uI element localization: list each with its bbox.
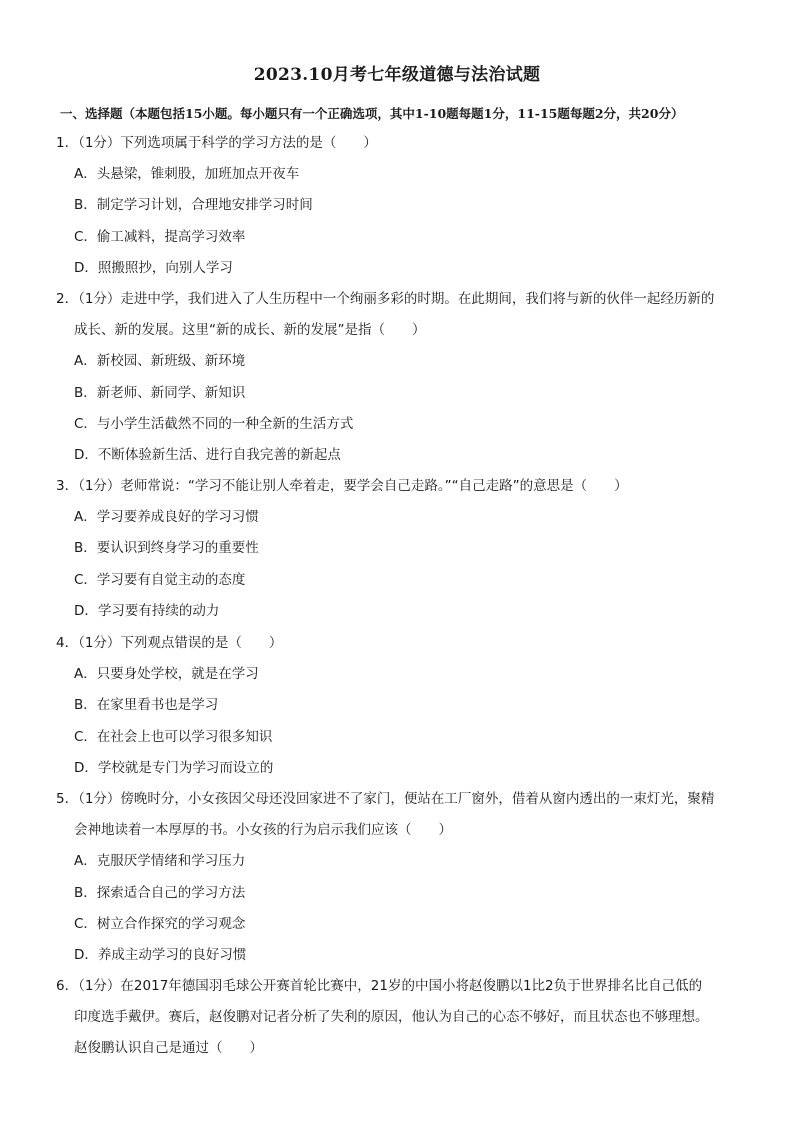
option-c: C．与小学生活截然不同的一种全新的生活方式: [74, 415, 354, 432]
question-stem: 1．（1分）下列选项属于科学的学习方法的是（ ）: [56, 135, 377, 151]
question-5: [56, 784, 746, 971]
option-b: B．要认识到终身学习的重要性: [74, 540, 259, 557]
option-a: A．学习要养成良好的学习习惯: [74, 509, 259, 526]
section-heading: 一、选择题（本题包括15小题。每小题只有一个正确选项，其中1-10题每题1分，11-15题每题2分，共20分）: [60, 106, 684, 121]
option-d: D．照搬照抄，向别人学习: [74, 259, 233, 276]
question-stem-continued: 成长、新的发展。这里“新的成长、新的发展”是指（ ）: [74, 322, 426, 339]
option-a: A．头悬梁，锥刺股，加班加点开夜车: [74, 166, 300, 183]
question-stem: 3．（1分）老师常说：“学习不能让别人牵着走，要学会自己走路。”“自己走路”的意思是（ ）: [56, 478, 628, 494]
option-c: C．学习要有自觉主动的态度: [74, 571, 246, 588]
question-stem: 6．（1分）在2017年德国羽毛球公开赛首轮比赛中，21岁的中国小将赵俊鹏以1比2负于世界排名比自己低的: [56, 978, 703, 994]
option-b: B．在家里看书也是学习: [74, 697, 219, 714]
option-c: C．在社会上也可以学习很多知识: [74, 728, 273, 745]
question-3: [56, 471, 746, 627]
option-b: B．制定学习计划，合理地安排学习时间: [74, 197, 313, 214]
question-6: [56, 971, 746, 1065]
option-d: D．养成主动学习的良好习惯: [74, 946, 247, 963]
page-title: 2023.10月考七年级道德与法治试题: [253, 65, 541, 85]
option-c: C．树立合作探究的学习观念: [74, 915, 246, 932]
question-stem-continued: 赵俊鹏认识自己是通过（ ）: [74, 1040, 263, 1057]
option-a: A．只要身处学校，就是在学习: [74, 666, 259, 683]
question-4: [56, 628, 746, 784]
question-stem: 5．（1分）傍晚时分，小女孩因父母还没回家进不了家门，便站在工厂窗外，借着从窗内透出的一束灯光，聚精: [56, 791, 715, 807]
option-a: A．克服厌学情绪和学习压力: [74, 853, 246, 870]
option-d: D．学习要有持续的动力: [74, 602, 220, 619]
question-stem: 4．（1分）下列观点错误的是（ ）: [56, 635, 283, 651]
option-d: D．学校就是专门为学习而设立的: [74, 759, 274, 776]
option-b: B．新老师、新同学、新知识: [74, 384, 246, 401]
question-stem: 2．（1分）走进中学，我们进入了人生历程中一个绚丽多彩的时期。在此期间，我们将与新的伙伴一起经历新的: [56, 291, 715, 307]
question-1: [56, 128, 746, 284]
question-stem-continued: 会神地读着一本厚厚的书。小女孩的行为启示我们应该（ ）: [74, 822, 452, 839]
question-2: [56, 284, 746, 471]
option-d: D．不断体验新生活、进行自我完善的新起点: [74, 446, 341, 463]
option-c: C．偷工减料，提高学习效率: [74, 228, 246, 245]
option-b: B．探索适合自己的学习方法: [74, 884, 246, 901]
option-a: A．新校园、新班级、新环境: [74, 353, 246, 370]
question-stem-continued: 印度选手戴伊。赛后，赵俊鹏对记者分析了失利的原因，他认为自己的心态不够好，而且状态也不够理想。: [74, 1009, 709, 1026]
